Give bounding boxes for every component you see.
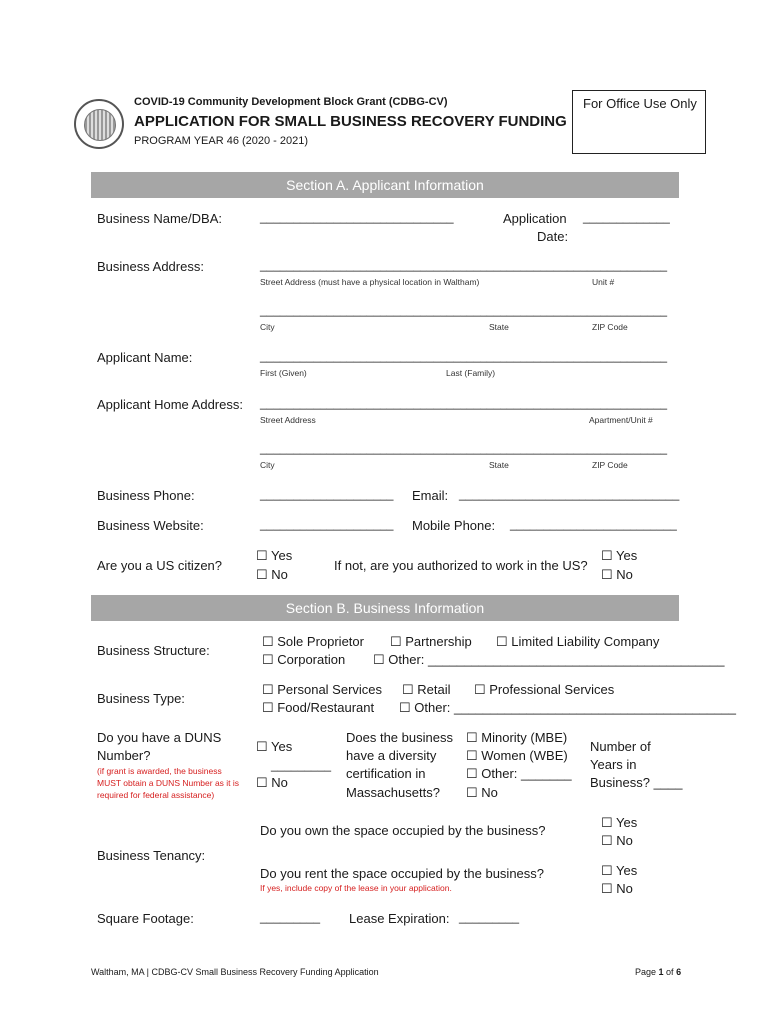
footer-text: Waltham, MA | CDBG-CV Small Business Recovery Funding Application [91,967,379,977]
date-label: Date: [537,229,569,244]
food-restaurant-checkbox[interactable]: ☐ Food/Restaurant [262,700,375,715]
city-seal-logo [74,99,124,149]
lease-expiration-label: Lease Expiration: [349,911,450,926]
home-street-field[interactable]: _____________________________________________________________ [260,396,668,410]
header-subtitle: COVID-19 Community Development Block Grant (CDBG-CV) [134,96,448,108]
own-yes-checkbox[interactable]: ☐ Yes [601,815,638,830]
business-phone-label: Business Phone: [97,488,195,503]
application-date-label: Application [503,211,567,226]
home-address-label: Applicant Home Address: [97,397,243,412]
professional-services-checkbox[interactable]: ☐ Professional Services [474,682,615,697]
city-note: City [260,322,275,332]
duns-no-checkbox[interactable]: ☐ No [256,775,288,790]
home-zip-note: ZIP Code [592,460,628,470]
other-cert-checkbox[interactable]: ☐ Other: _______ [466,766,572,781]
office-use-box [572,90,706,154]
cert-no-checkbox[interactable]: ☐ No [466,785,498,800]
other-structure-checkbox[interactable]: ☐ Other: _________________________________________ [373,652,725,667]
state-note: State [489,322,509,332]
street-note: Street Address (must have a physical location in Waltham) [260,277,480,287]
applicant-name-field[interactable]: _____________________________________________________________ [260,349,668,363]
type-label: Business Type: [97,691,185,706]
citizen-no-checkbox[interactable]: ☐ No [256,567,288,582]
retail-checkbox[interactable]: ☐ Retail [402,682,451,697]
business-city-field[interactable]: _____________________________________________________________ [260,303,668,317]
sole-proprietor-checkbox[interactable]: ☐ Sole Proprietor [262,634,364,649]
duns-yes-checkbox[interactable]: ☐ Yes [256,739,293,754]
page-current: 1 [658,967,664,977]
website-label: Business Website: [97,518,204,533]
duns-note-2: MUST obtain a DUNS Number as it is [97,778,240,788]
form-title: APPLICATION FOR SMALL BUSINESS RECOVERY FUNDING [134,113,567,130]
program-year: PROGRAM YEAR 46 (2020 - 2021) [134,135,309,147]
home-city-note: City [260,460,275,470]
home-city-field[interactable]: _____________________________________________________________ [260,441,668,455]
years-label-2: Years in [590,757,637,772]
duns-number-field[interactable]: _________ [271,758,332,772]
page-total: 6 [676,967,682,977]
duns-note-3: required for federal assistance) [97,790,215,800]
last-name-note: Last (Family) [446,368,496,378]
rent-yes-checkbox[interactable]: ☐ Yes [601,863,638,878]
own-no-checkbox[interactable]: ☐ No [601,833,633,848]
lease-expiration-field[interactable]: _________ [459,910,520,924]
authorized-label: If not, are you authorized to work in the US? [334,558,588,573]
tenancy-label: Business Tenancy: [97,848,206,863]
lease-note: If yes, include copy of the lease in your application. [260,883,452,893]
square-footage-label: Square Footage: [97,911,194,926]
personal-services-checkbox[interactable]: ☐ Personal Services [262,682,383,697]
rent-space-question: Do you rent the space occupied by the business? [260,866,545,881]
own-space-question: Do you own the space occupied by the business? [260,823,546,838]
authorized-yes-checkbox[interactable]: ☐ Yes [601,548,638,563]
business-name-label: Business Name/DBA: [97,211,222,226]
years-label-1: Number of [590,739,651,754]
unit-note: Unit # [592,277,615,287]
website-field[interactable]: ____________________ [260,517,394,531]
section-b-header: Section B. Business Information [91,595,679,621]
rent-no-checkbox[interactable]: ☐ No [601,881,633,896]
email-field[interactable]: _________________________________ [459,487,680,501]
duns-label-line1: Do you have a DUNS [97,730,222,745]
first-name-note: First (Given) [260,368,307,378]
partnership-checkbox[interactable]: ☐ Partnership [390,634,472,649]
mobile-field[interactable]: _________________________ [510,517,677,531]
diversity-label-4: Massachusetts? [346,785,440,800]
square-footage-field[interactable]: _________ [260,910,321,924]
page-number [635,967,681,977]
email-label: Email: [412,488,449,503]
duns-note-1: (if grant is awarded, the business [97,766,222,776]
diversity-label-2: have a diversity [346,748,437,763]
mbe-checkbox[interactable]: ☐ Minority (MBE) [466,730,568,745]
diversity-label-1: Does the business [346,730,453,745]
applicant-name-label: Applicant Name: [97,350,193,365]
business-address-label: Business Address: [97,259,204,274]
home-street-note: Street Address [260,415,316,425]
zip-note: ZIP Code [592,322,628,332]
llc-checkbox[interactable]: ☐ Limited Liability Company [496,634,660,649]
citizen-yes-checkbox[interactable]: ☐ Yes [256,548,293,563]
business-name-field[interactable]: _____________________________ [260,210,454,224]
citizen-label: Are you a US citizen? [97,558,223,573]
business-phone-field[interactable]: ____________________ [260,487,394,501]
years-in-business-field[interactable]: Business? ____ [590,775,683,790]
page-prefix: Page [635,967,659,977]
home-state-note: State [489,460,509,470]
diversity-label-3: certification in [346,766,426,781]
apartment-note: Apartment/Unit # [589,415,653,425]
wbe-checkbox[interactable]: ☐ Women (WBE) [466,748,568,763]
other-type-checkbox[interactable]: ☐ Other: _______________________________________ [399,700,736,715]
corporation-checkbox[interactable]: ☐ Corporation [262,652,346,667]
business-street-field[interactable]: _____________________________________________________________ [260,258,668,272]
duns-label-line2: Number? [97,748,151,763]
office-use-label: For Office Use Only [583,96,697,111]
section-a-header: Section A. Applicant Information [91,172,679,198]
structure-label: Business Structure: [97,643,210,658]
page-of: of [663,967,677,977]
authorized-no-checkbox[interactable]: ☐ No [601,567,633,582]
mobile-label: Mobile Phone: [412,518,496,533]
application-date-field[interactable]: _____________ [583,210,670,224]
